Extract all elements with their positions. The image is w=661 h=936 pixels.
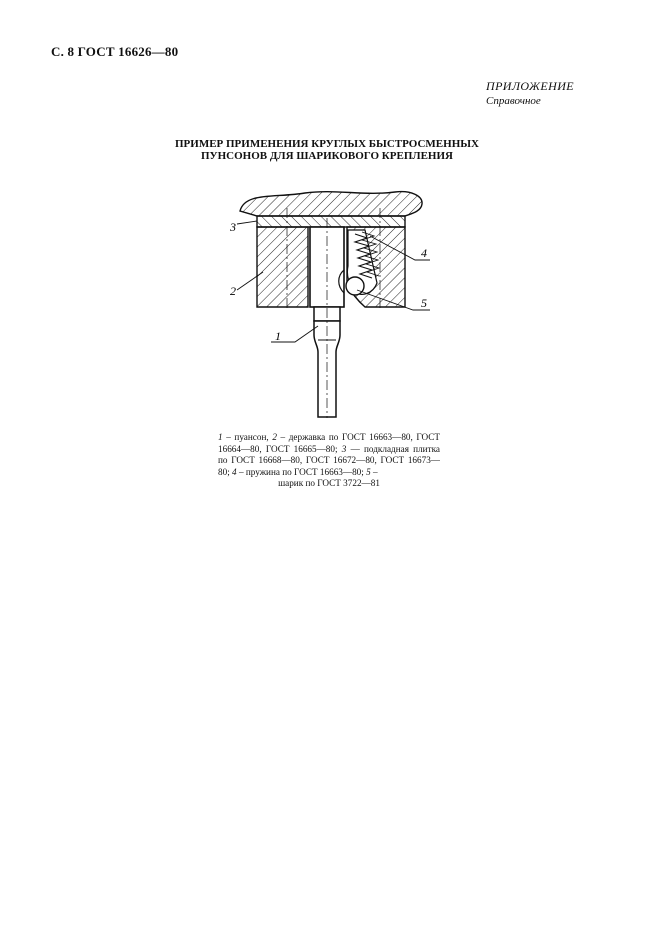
label-2: 2 bbox=[230, 284, 236, 298]
caption-text-3: — подкладная плитка по ГОСТ 16668—80, ГОСТ 16672—80, ГОСТ 16673—80; bbox=[218, 443, 441, 477]
caption-num-2: 2 bbox=[272, 432, 277, 442]
caption-num-3: 3 bbox=[341, 443, 347, 454]
caption-text-1: – пуансон, bbox=[222, 432, 273, 442]
figure-caption bbox=[218, 432, 440, 490]
caption-num-4: 4 bbox=[232, 466, 237, 477]
label-1: 1 bbox=[275, 329, 281, 343]
appendix-block bbox=[486, 79, 574, 107]
label-5: 5 bbox=[421, 296, 427, 310]
appendix-title: ПРИЛОЖЕНИЕ bbox=[486, 79, 574, 93]
page-header: С. 8 ГОСТ 16626—80 bbox=[51, 44, 179, 59]
technical-drawing bbox=[215, 180, 445, 425]
caption-num-5: 5 bbox=[366, 466, 371, 477]
label-4: 4 bbox=[421, 246, 427, 260]
title-line-1: ПРИМЕР ПРИМЕНЕНИЯ КРУГЛЫХ БЫСТРОСМЕННЫХ bbox=[174, 138, 479, 150]
caption-text-4: – пружина по ГОСТ 16663—80; bbox=[236, 466, 367, 477]
caption-text-6: шарик по ГОСТ 3722—81 bbox=[278, 478, 380, 488]
holder bbox=[257, 227, 308, 307]
appendix-subtitle: Справочное bbox=[486, 95, 541, 107]
backing-plate bbox=[257, 216, 405, 227]
title-line-2: ПУНСОНОВ ДЛЯ ШАРИКОВОГО КРЕПЛЕНИЯ bbox=[200, 150, 453, 162]
caption-num-1: 1 bbox=[218, 432, 223, 442]
ball bbox=[346, 277, 364, 295]
press-plate bbox=[240, 192, 422, 216]
caption-text-5: – bbox=[370, 466, 378, 477]
caption-text-2: – державка по ГОСТ 16663—80, ГОСТ 16664—80, ГОСТ 16665—80; bbox=[218, 432, 440, 454]
document-title bbox=[150, 138, 504, 162]
label-3: 3 bbox=[230, 220, 236, 234]
